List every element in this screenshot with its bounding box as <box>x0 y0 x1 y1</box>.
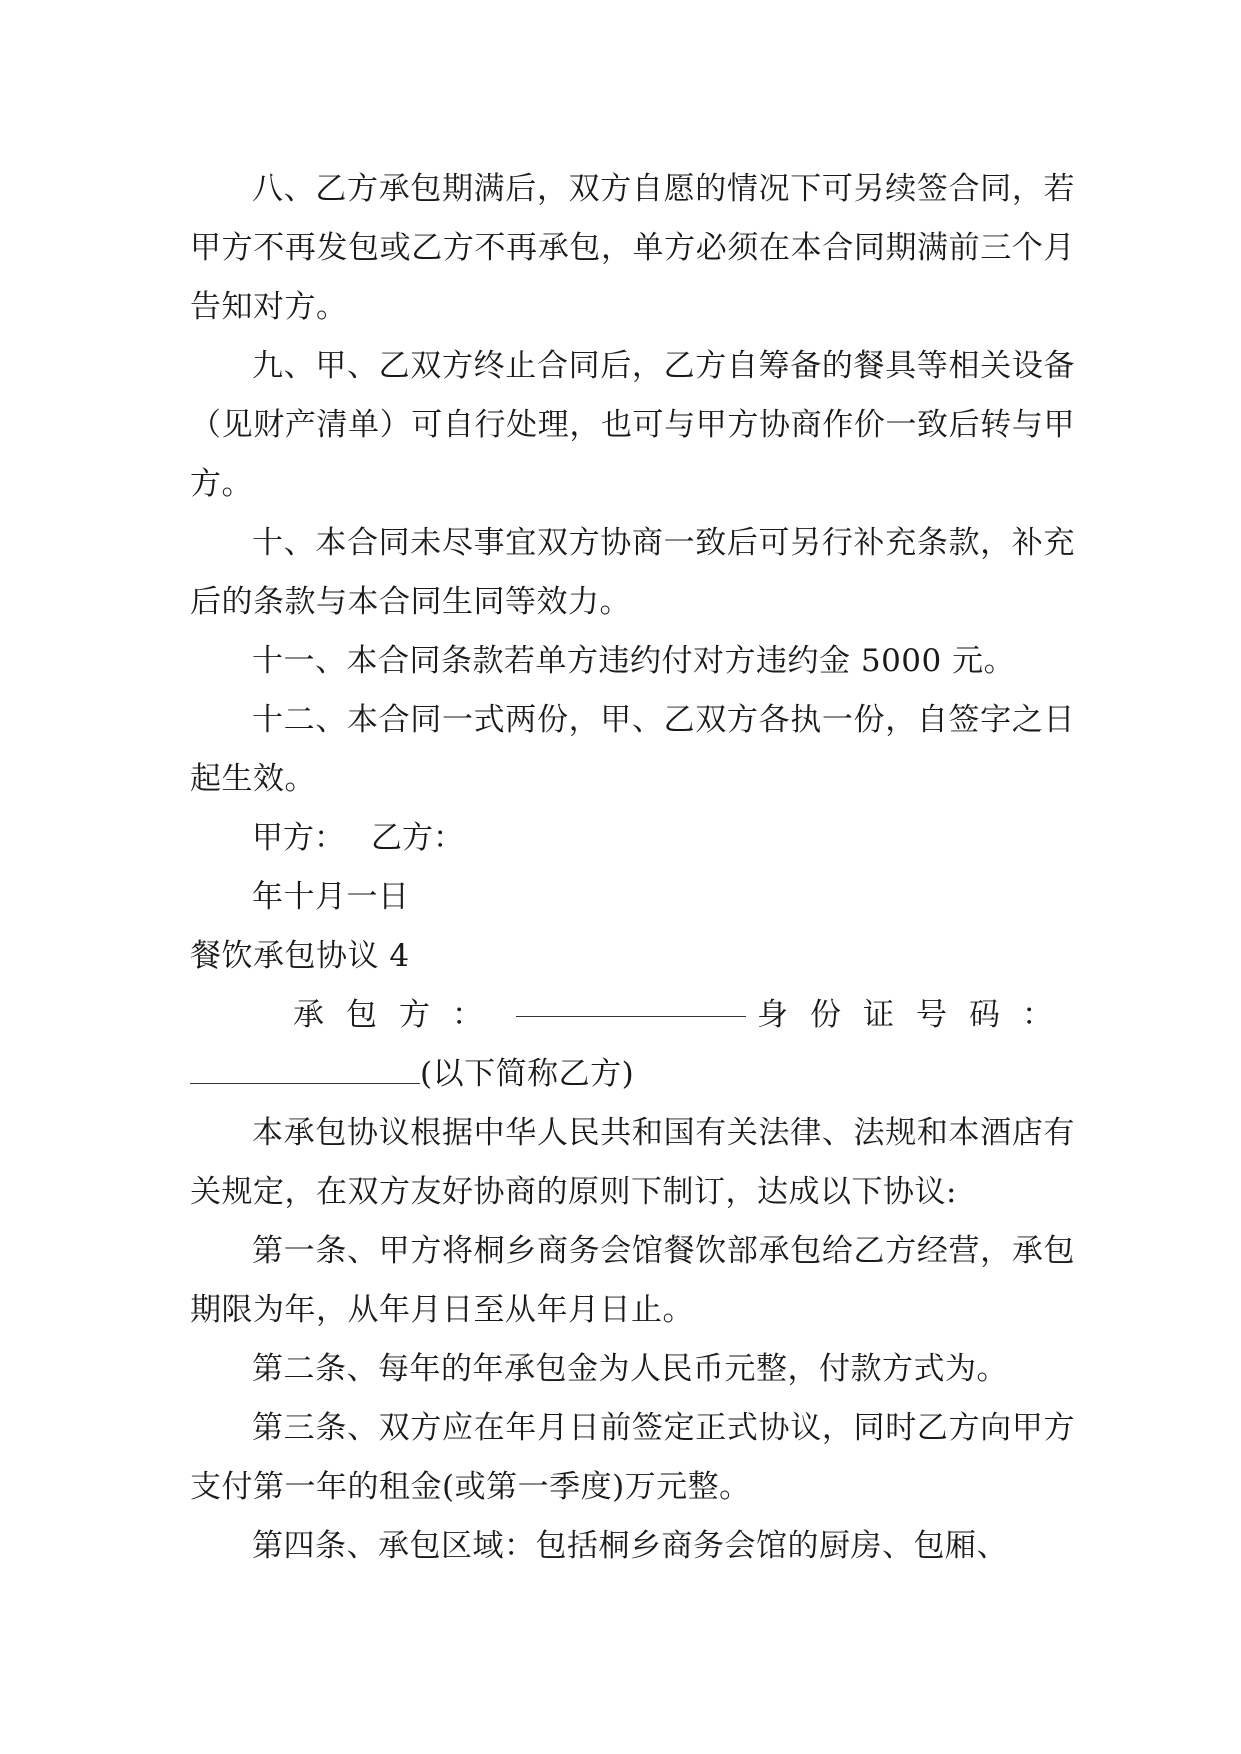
contractor-line <box>190 986 1075 1045</box>
signing-date: 年十月一日 <box>252 879 410 915</box>
clause-8: 八、乙方承包期满后，双方自愿的情况下可另续签合同，若甲方不再发包或乙方不再承包，单方必须在本合同期满前三个月告知对方。 <box>190 171 1075 325</box>
document-body <box>190 160 1075 1576</box>
party-a-label: 甲方： <box>252 820 345 856</box>
contractor-name-blank <box>516 986 746 1017</box>
id-number-line <box>190 1045 1075 1104</box>
clause-12: 十二、本合同一式两份，甲、乙双方各执一份，自签字之日起生效。 <box>190 702 1075 797</box>
article-3: 第三条、双方应在年月日前签定正式协议，同时乙方向甲方支付第一年的租金(或第一季度)万元整。 <box>190 1410 1075 1505</box>
contractor-suffix: (以下简称乙方) <box>420 1056 635 1092</box>
id-number-label: 身份证号码： <box>757 997 1075 1033</box>
signature-line <box>190 809 1075 868</box>
agreement-intro: 本承包协议根据中华人民共和国有关法律、法规和本酒店有关规定，在双方友好协商的原则下制订，达成以下协议: <box>190 1115 1075 1210</box>
id-number-blank <box>190 1053 420 1084</box>
contractor-label: 承包方： <box>293 997 505 1033</box>
clause-10: 十、本合同未尽事宜双方协商一致后可另行补充条款，补充后的条款与本合同生同等效力。 <box>190 525 1075 620</box>
article-1: 第一条、甲方将桐乡商务会馆餐饮部承包给乙方经营，承包期限为年，从年月日至从年月日止。 <box>190 1233 1075 1328</box>
clause-9: 九、甲、乙双方终止合同后，乙方自筹备的餐具等相关设备（见财产清单）可自行处理，也可与甲方协商作价一致后转与甲方。 <box>190 348 1075 502</box>
clause-11: 十一、本合同条款若单方违约付对方违约金 5000 元。 <box>252 643 1016 679</box>
article-2: 第二条、每年的年承包金为人民币元整，付款方式为。 <box>252 1351 1008 1387</box>
party-b-label: 乙方： <box>371 820 464 856</box>
article-4: 第四条、承包区域：包括桐乡商务会馆的厨房、包厢、 <box>252 1528 1008 1564</box>
section-title: 餐饮承包协议 4 <box>190 938 410 974</box>
